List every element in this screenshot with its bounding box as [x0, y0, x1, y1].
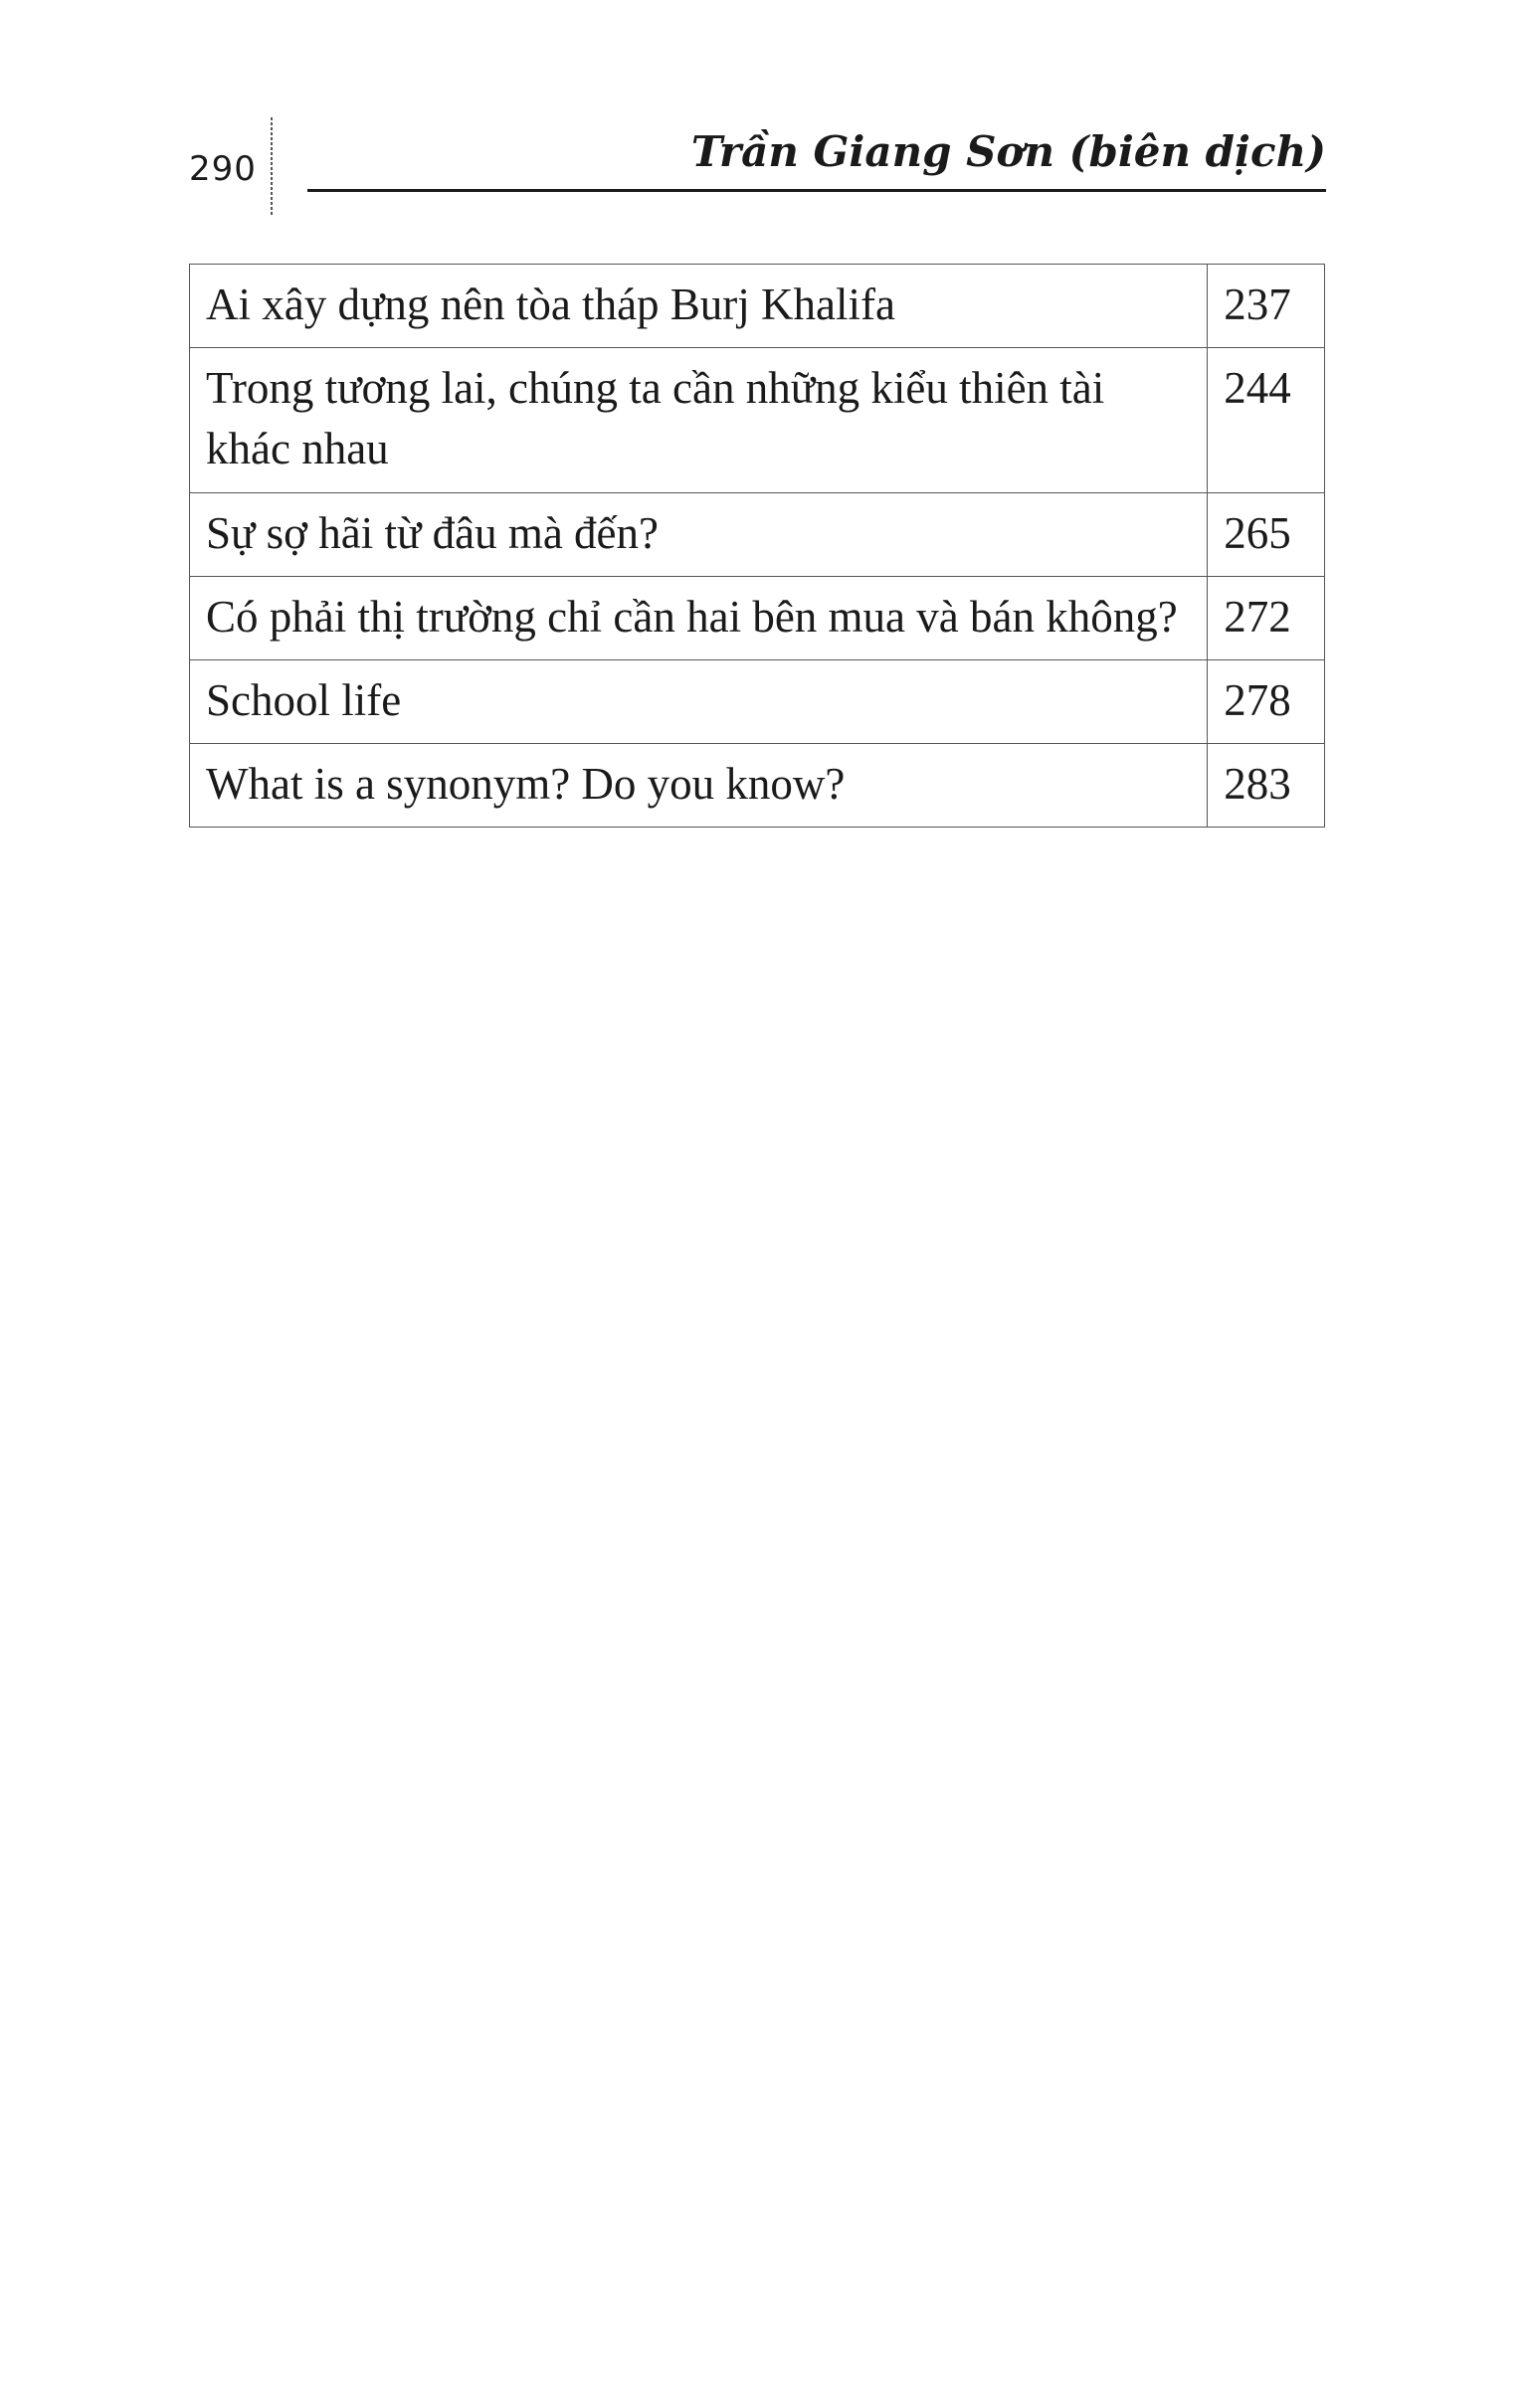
toc-entry-page: 278	[1208, 660, 1325, 744]
toc-entry-title: Ai xây dựng nên tòa tháp Burj Khalifa	[190, 265, 1208, 348]
toc-entry-page: 265	[1208, 493, 1325, 577]
toc-table	[189, 264, 1325, 828]
toc-entry-title: Có phải thị trường chỉ cần hai bên mua và bán không?	[190, 577, 1208, 660]
toc-row	[190, 348, 1325, 493]
toc-entry-page: 283	[1208, 744, 1325, 828]
toc-entry-page: 237	[1208, 265, 1325, 348]
toc-row	[190, 744, 1325, 828]
toc-entry-page: 272	[1208, 577, 1325, 660]
toc-entry-title: Trong tương lai, chúng ta cần những kiểu thiên tài khác nhau	[190, 348, 1208, 493]
header-rule	[307, 189, 1326, 192]
header-ornament	[270, 117, 274, 217]
toc-entry-title: School life	[190, 660, 1208, 744]
page-number: 290	[189, 149, 257, 189]
toc-row	[190, 493, 1325, 577]
toc-entry-title: What is a synonym? Do you know?	[190, 744, 1208, 828]
toc-entry-title: Sự sợ hãi từ đâu mà đến?	[190, 493, 1208, 577]
running-title: Trần Giang Sơn (biên dịch)	[690, 127, 1326, 176]
toc-row	[190, 577, 1325, 660]
toc-row	[190, 660, 1325, 744]
toc-row	[190, 265, 1325, 348]
toc-entry-page: 244	[1208, 348, 1325, 493]
